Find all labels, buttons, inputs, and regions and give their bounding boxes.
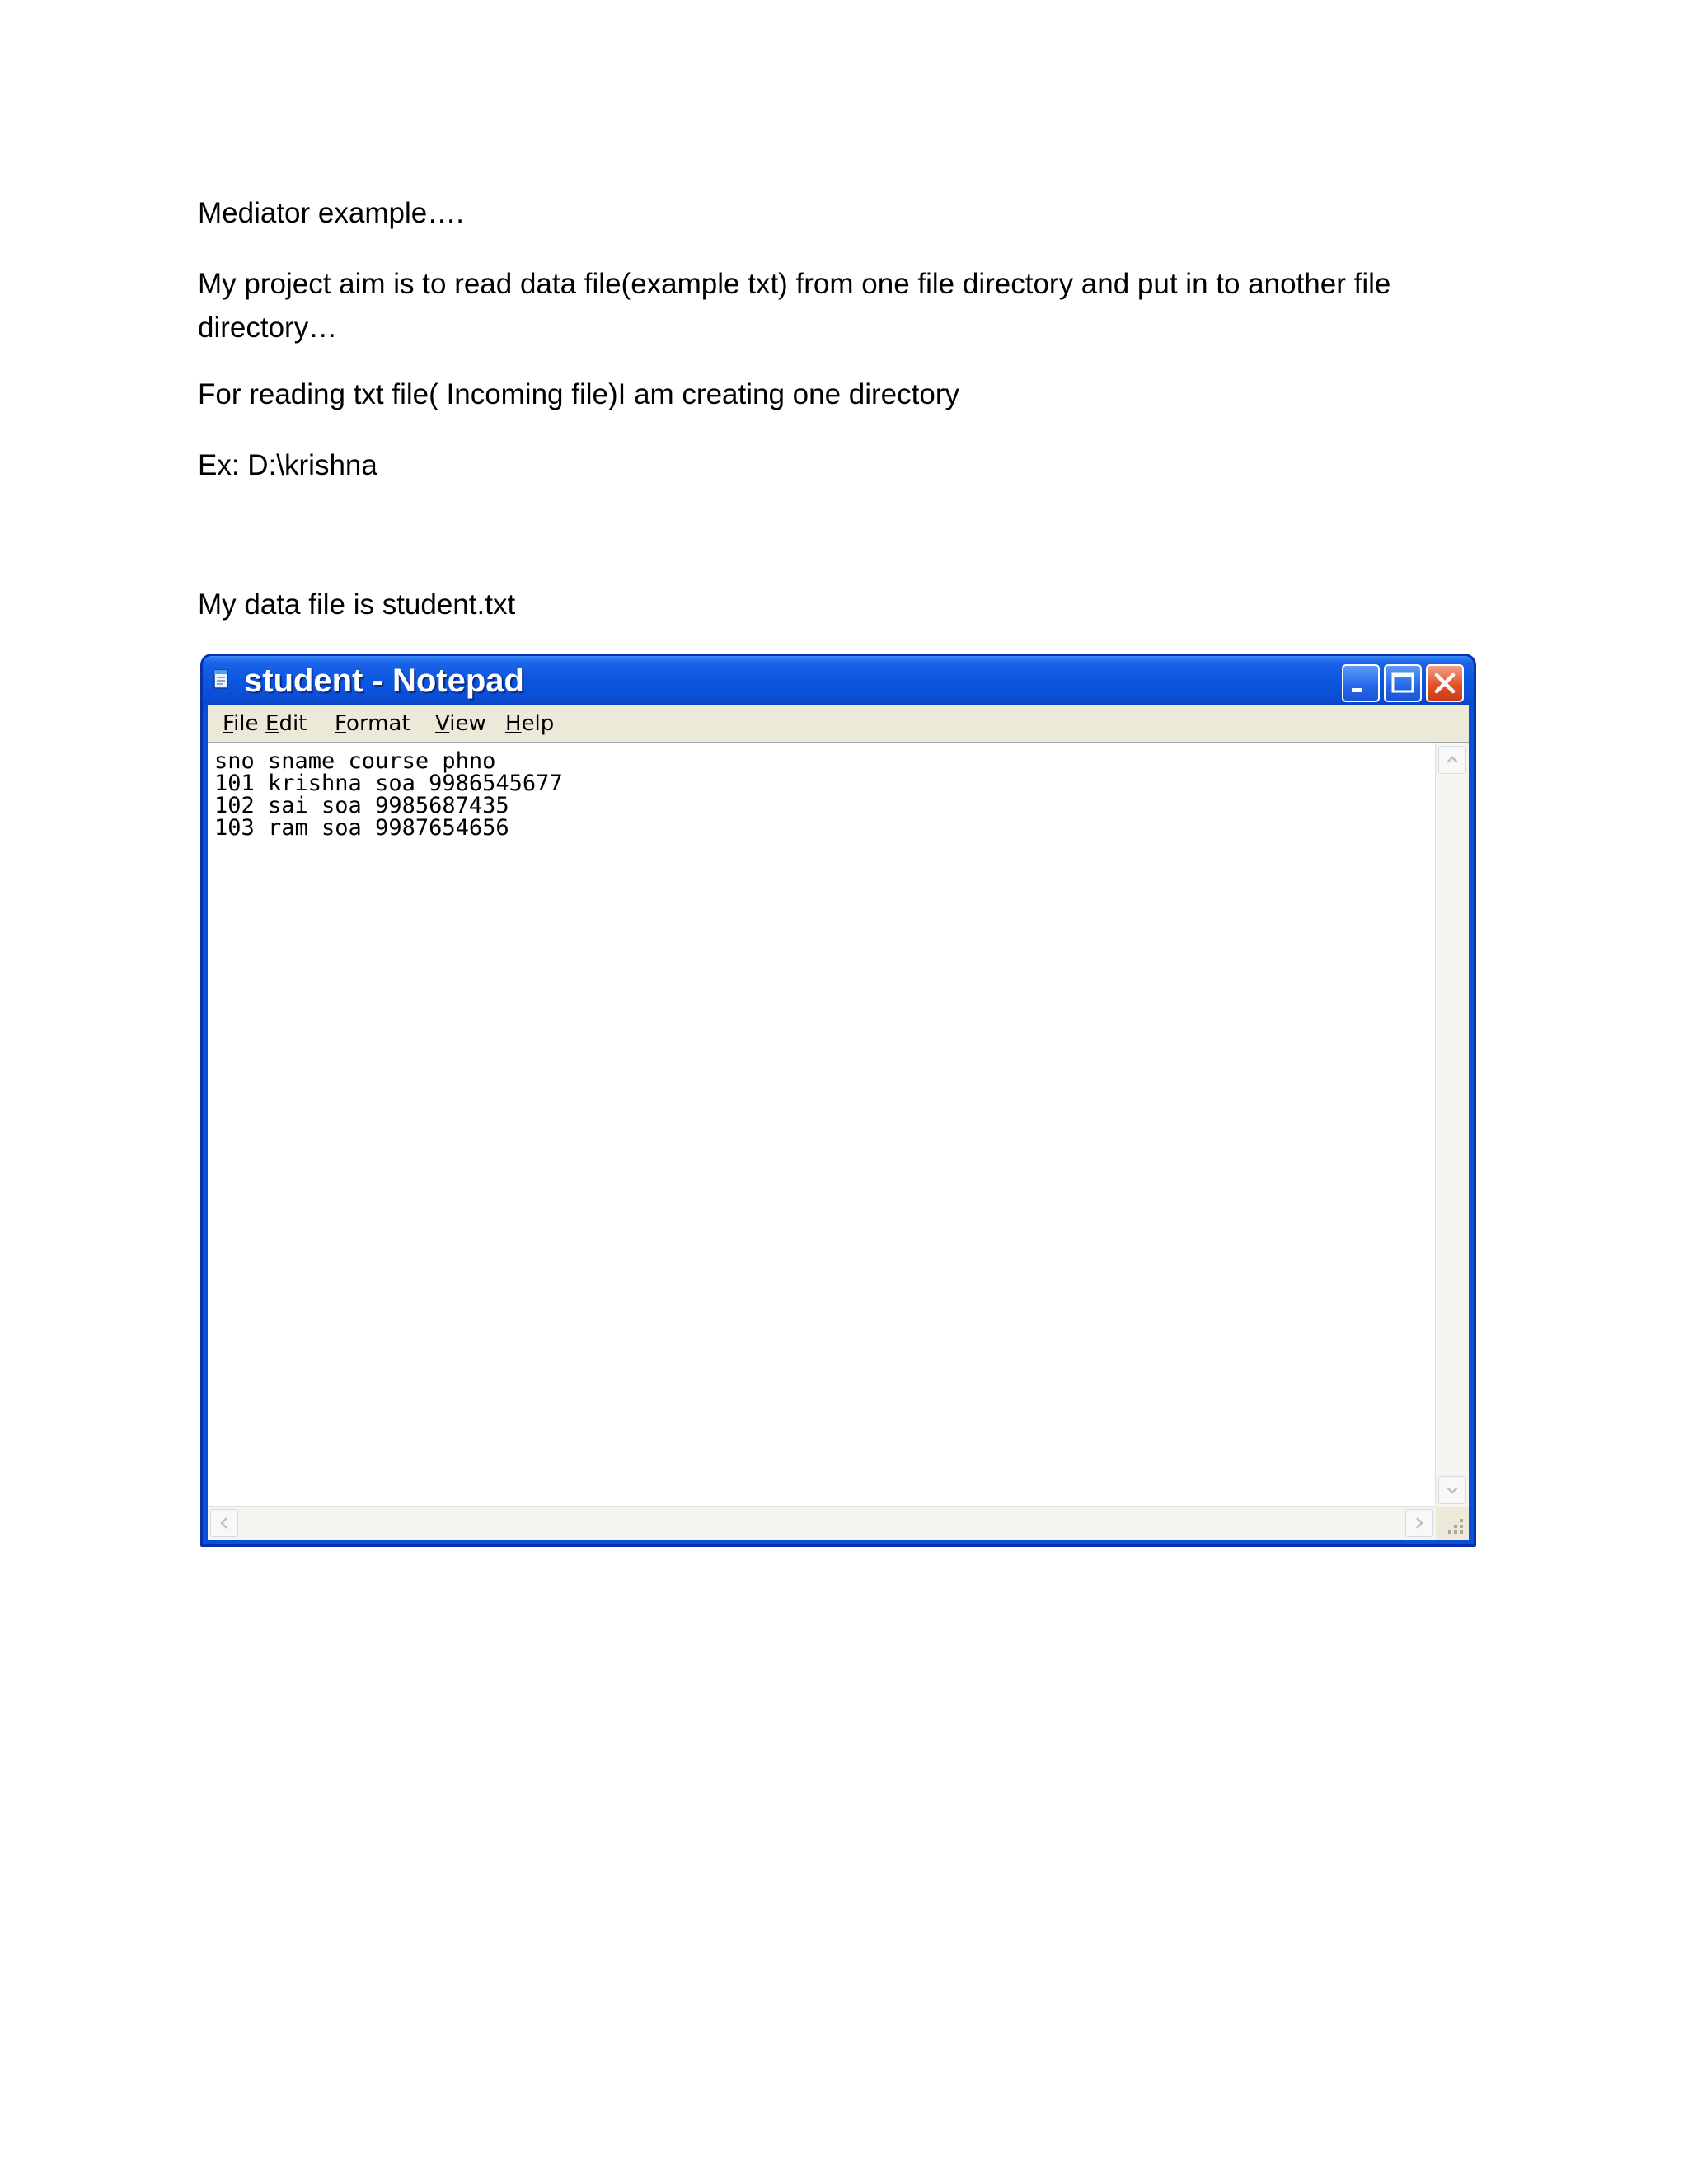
doc-paragraph-reading: For reading txt file( Incoming file)I am creating one directory [198,378,959,410]
text-line: 102 sai soa 9985687435 [214,793,509,818]
chevron-right-icon [1406,1510,1432,1536]
menu-bar [208,705,1469,742]
title-bar[interactable] [203,656,1474,705]
menu-view[interactable]: View [435,711,486,736]
notepad-icon[interactable] [213,668,231,691]
editor-client-area [208,742,1469,1540]
minimize-icon [1343,666,1378,701]
doc-paragraph-title: Mediator example…. [198,197,464,229]
scroll-left-button[interactable] [210,1509,238,1537]
scroll-down-button[interactable] [1438,1476,1466,1504]
menu-file[interactable]: File [223,711,259,736]
resize-grip[interactable] [1436,1507,1469,1540]
minimize-button[interactable] [1342,664,1380,702]
chevron-up-icon [1439,747,1465,773]
chevron-down-icon [1439,1477,1465,1503]
doc-paragraph-aim: My project aim is to read data file(example txt) from one file directory and put in to another file directory… [198,268,1400,344]
text-editor[interactable] [208,743,1436,1507]
chevron-left-icon [211,1510,237,1536]
doc-paragraph-data-file: My data file is student.txt [198,588,516,621]
vertical-scrollbar[interactable] [1435,743,1469,1507]
text-line: 101 krishna soa 9986545677 [214,771,563,796]
maximize-button[interactable] [1384,664,1422,702]
horizontal-scrollbar[interactable] [208,1506,1436,1540]
resize-grip-icon [1436,1507,1469,1540]
doc-paragraph-example-path: Ex: D:\krishna [198,449,377,481]
menu-format[interactable]: Format [335,711,410,736]
menu-help[interactable]: Help [505,711,555,736]
notepad-window [200,654,1476,1547]
maximize-icon [1386,666,1420,701]
close-icon [1428,666,1462,701]
menu-edit[interactable]: Edit [265,711,307,736]
close-button[interactable] [1426,664,1464,702]
scroll-right-button[interactable] [1405,1509,1433,1537]
text-line: sno sname course phno [214,748,496,774]
text-line: 103 ram soa 9987654656 [214,815,509,841]
window-title: student - Notepad [244,663,524,699]
scroll-up-button[interactable] [1438,746,1466,774]
